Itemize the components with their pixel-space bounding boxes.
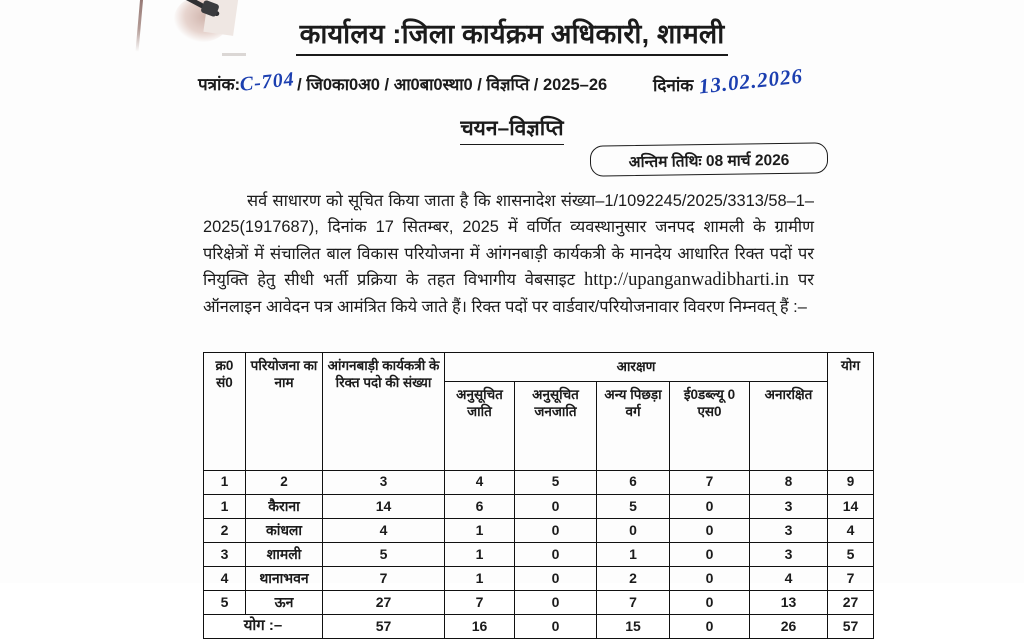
cell-obc: 5 — [597, 495, 670, 519]
total-row-label: योग :– — [204, 615, 323, 639]
th-sc: अनुसूचित जाति — [445, 382, 515, 471]
cell-sc: 1 — [445, 567, 515, 591]
th-vacant-posts: आंगनबाड़ी कार्यकत्री के रिक्त पदो की संख्या — [323, 353, 445, 471]
table-row — [204, 495, 874, 519]
subject-heading-text: चयन–विज्ञप्ति — [460, 114, 563, 145]
reference-number-handwritten: C-704 — [238, 68, 296, 96]
cell-obc: 1 — [597, 543, 670, 567]
cell-sc: 1 — [445, 543, 515, 567]
colnum-4: 4 — [445, 471, 515, 495]
cell-vacant-posts: 4 — [323, 519, 445, 543]
cell-unreserved: 3 — [750, 543, 828, 567]
total-vacant-posts: 57 — [323, 615, 445, 639]
total-unreserved: 26 — [750, 615, 828, 639]
cell-total: 4 — [828, 519, 874, 543]
th-unreserved: अनारक्षित — [750, 382, 828, 471]
table-row — [204, 591, 874, 615]
colnum-7: 7 — [670, 471, 750, 495]
cell-vacant-posts: 14 — [323, 495, 445, 519]
cell-vacant-posts: 5 — [323, 543, 445, 567]
notice-body — [203, 188, 814, 320]
cell-ews: 0 — [670, 567, 750, 591]
cell-total: 5 — [828, 543, 874, 567]
colnum-5: 5 — [515, 471, 597, 495]
cell-sno: 1 — [204, 495, 246, 519]
cell-ews: 0 — [670, 543, 750, 567]
cell-vacant-posts: 7 — [323, 567, 445, 591]
cell-ews: 0 — [670, 519, 750, 543]
cell-unreserved: 13 — [750, 591, 828, 615]
body-paragraph-part2: पर ऑनलाइन आवेदन पत्र आमंत्रित किये जाते हैं। रिक्त पदों पर वार्डवार/परियोजनावार विवरण निम्नवत् हैं :– — [203, 271, 814, 316]
table-row — [204, 543, 874, 567]
body-paragraph-part1: सर्व साधारण को सूचित किया जाता है कि शासनादेश संख्या–1/1092245/2025/3313/58–1–2025(1917687), दिनांक 17 सितम्बर, 2025 में वर्णित व्यवस्थानुसार जनपद शामली के ग्रामीण परिक्षेत्रों में संचालित बाल विकास परियोजना में आंगनबाड़ी कार्यकत्री के मानदेय आधारित रिक्त पदों पर नियुक्ति हेतु सीधी भर्ती प्रक्रिया के तहत विभागीय वेबसाइट — [203, 192, 814, 290]
table-row — [204, 567, 874, 591]
cell-st: 0 — [515, 567, 597, 591]
th-st: अनुसूचित जनजाति — [515, 382, 597, 471]
th-reservation-group: आरक्षण — [445, 353, 828, 382]
colnum-9: 9 — [828, 471, 874, 495]
reference-suffix: / जि0का0अ0 / आ0बा0स्था0 / विज्ञप्ति / 2025–26 — [297, 76, 608, 94]
date-block — [653, 63, 805, 99]
th-ews: ई0डब्ल्यू 0 एस0 — [670, 382, 750, 471]
table-row — [204, 519, 874, 543]
cell-sno: 2 — [204, 519, 246, 543]
cell-obc: 2 — [597, 567, 670, 591]
cell-sno: 5 — [204, 591, 246, 615]
th-obc: अन्य पिछड़ा वर्ग — [597, 382, 670, 471]
cell-sc: 7 — [445, 591, 515, 615]
cell-project-name: शामली — [246, 543, 323, 567]
subject-heading — [0, 114, 1024, 145]
cell-vacant-posts: 27 — [323, 591, 445, 615]
colnum-6: 6 — [597, 471, 670, 495]
cell-sno: 4 — [204, 567, 246, 591]
cell-project-name: कांधला — [246, 519, 323, 543]
cell-obc: 7 — [597, 591, 670, 615]
reference-label: पत्रांक: — [198, 75, 241, 94]
total-ews: 0 — [670, 615, 750, 639]
cell-sc: 1 — [445, 519, 515, 543]
total-obc: 15 — [597, 615, 670, 639]
total-st: 0 — [515, 615, 597, 639]
table-header-row-group — [204, 353, 874, 382]
cell-unreserved: 3 — [750, 495, 828, 519]
date-value-handwritten: 13.02.2026 — [697, 63, 805, 99]
th-sno: क्र0 सं0 — [204, 353, 246, 471]
cell-sno: 3 — [204, 543, 246, 567]
deadline-badge — [590, 142, 828, 176]
cell-unreserved: 4 — [750, 567, 828, 591]
cell-st: 0 — [515, 543, 597, 567]
cell-total: 7 — [828, 567, 874, 591]
vacancy-table — [203, 352, 874, 639]
cell-project-name: थानाभवन — [246, 567, 323, 591]
deadline-text: अन्तिम तिथिः 08 मार्च 2026 — [628, 151, 790, 172]
cell-ews: 0 — [670, 495, 750, 519]
reference-row — [198, 63, 898, 102]
application-url: http://upanganwadibharti.in — [583, 270, 789, 291]
cell-st: 0 — [515, 495, 597, 519]
page-title — [0, 14, 1024, 56]
cell-total: 27 — [828, 591, 874, 615]
cell-unreserved: 3 — [750, 519, 828, 543]
total-sc: 16 — [445, 615, 515, 639]
colnum-1: 1 — [204, 471, 246, 495]
th-project-name: परियोजना का नाम — [246, 353, 323, 471]
table-column-number-row — [204, 471, 874, 495]
cell-obc: 0 — [597, 519, 670, 543]
colnum-2: 2 — [246, 471, 323, 495]
cell-sc: 6 — [445, 495, 515, 519]
table-total-row — [204, 615, 874, 639]
cell-ews: 0 — [670, 591, 750, 615]
cell-project-name: कैराना — [246, 495, 323, 519]
colnum-3: 3 — [323, 471, 445, 495]
cell-st: 0 — [515, 519, 597, 543]
office-title-text: कार्यालय :जिला कार्यक्रम अधिकारी, शामली — [296, 14, 729, 56]
th-total: योग — [828, 353, 874, 471]
total-total: 57 — [828, 615, 874, 639]
cell-total: 14 — [828, 495, 874, 519]
cell-project-name: ऊन — [246, 591, 323, 615]
colnum-8: 8 — [750, 471, 828, 495]
date-label: दिनांक — [653, 76, 694, 95]
cell-st: 0 — [515, 591, 597, 615]
